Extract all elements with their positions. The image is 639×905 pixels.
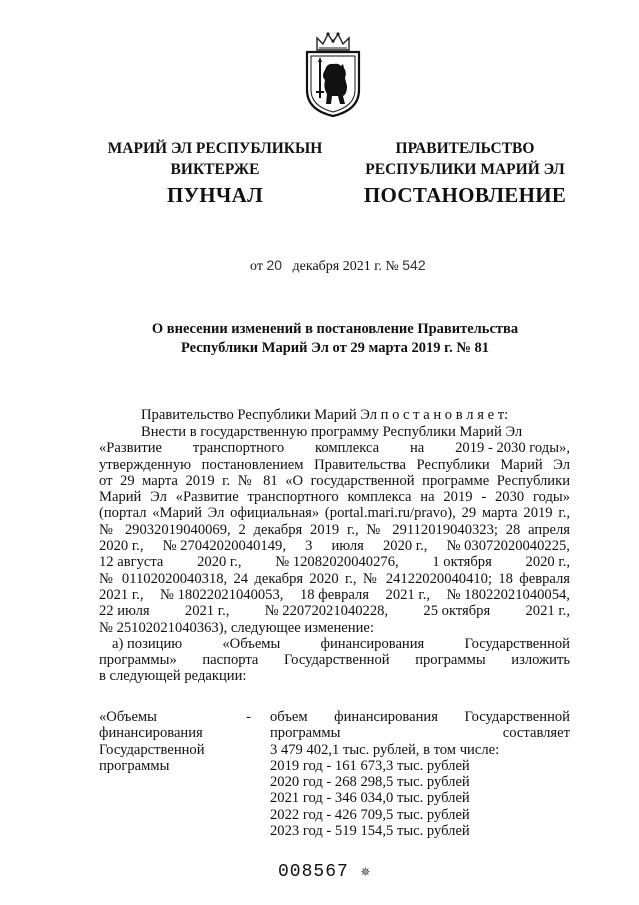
body-line: от 29 марта 2019 г. № 81 «О государственной программе Республики bbox=[99, 472, 570, 489]
table-word: составляет bbox=[502, 725, 570, 742]
date-prefix: от bbox=[250, 259, 263, 274]
table-word: объем bbox=[270, 709, 308, 725]
table-dash: - bbox=[246, 709, 251, 725]
funding-year-row: 2020 год - 268 298,5 тыс. рублей bbox=[270, 774, 470, 791]
body-line: № 25102021040363), следующее изменение: bbox=[99, 619, 374, 636]
body-line: (портал «Марий Эл официальная» (portal.mari.ru/pravo), 29 марта 2019 г., bbox=[99, 505, 570, 522]
body-line bbox=[99, 603, 570, 619]
coat-of-arms-emblem bbox=[303, 30, 363, 118]
body-line: № 29032019040069, 2 декабря 2019 г., № 29112019040323; 28 апреля bbox=[99, 521, 570, 538]
body-line bbox=[99, 587, 570, 603]
body-word: № 12082020040276, bbox=[275, 554, 399, 571]
serial-stamp bbox=[278, 861, 371, 882]
body-word: 3 bbox=[305, 538, 313, 555]
body-word: 12 августа bbox=[99, 554, 164, 571]
document-title bbox=[100, 320, 570, 358]
table-left-line4: программы bbox=[99, 757, 170, 774]
body-word: паспорта bbox=[202, 652, 259, 669]
body-word: 2019 - 2030 годы», bbox=[455, 440, 570, 457]
body-paragraph bbox=[99, 424, 570, 685]
body-word: 2021 г., bbox=[99, 586, 144, 603]
body-word: 2021 г., bbox=[525, 603, 570, 620]
body-word: 25 октября bbox=[423, 603, 491, 620]
date-day: 20 bbox=[266, 257, 283, 273]
body-line: утвержденную постановлением Правительства Республики Марий Эл bbox=[99, 456, 570, 473]
table-word: Государственной bbox=[464, 709, 570, 725]
body-word: № 03072020040225, bbox=[446, 538, 570, 555]
doc-type-right: ПОСТАНОВЛЕНИЕ bbox=[363, 183, 567, 207]
body-word: а) позицию bbox=[112, 635, 183, 652]
document-number: 542 bbox=[402, 257, 426, 273]
serial-number: 008567 bbox=[278, 862, 349, 882]
funding-year-row: 2019 год - 161 673,3 тыс. рублей bbox=[270, 757, 470, 774]
body-word: июля bbox=[331, 538, 364, 555]
funding-year-row: 2022 год - 426 709,5 тыс. рублей bbox=[270, 806, 470, 823]
body-word: 2020 г., bbox=[99, 538, 144, 555]
body-word: программы bbox=[415, 652, 486, 669]
body-word: 2020 г., bbox=[382, 538, 428, 555]
body-word: 18 февраля bbox=[300, 586, 369, 603]
body-line: № 01102020040318, 24 декабря 2020 г., № 24122020040410; 18 февраля bbox=[99, 570, 570, 587]
body-word: 22 июля bbox=[99, 603, 150, 620]
body-line bbox=[99, 440, 570, 456]
body-line bbox=[99, 554, 570, 570]
body-word: «Объемы bbox=[222, 635, 281, 652]
stamp-mark-icon: ✵ bbox=[360, 863, 372, 881]
funding-year-row: 2021 год - 346 034,0 тыс. рублей bbox=[270, 790, 470, 807]
body-word: 2020 г., bbox=[525, 554, 570, 571]
body-word: Государственной bbox=[284, 652, 390, 669]
table-right-line1 bbox=[270, 709, 570, 725]
doc-type-left: ПУНЧАЛ bbox=[166, 183, 264, 207]
body-word: № 22072021040228, bbox=[264, 603, 389, 620]
body-word: № 18022021040054, bbox=[446, 586, 570, 603]
header-left-line2: ВИКТЕРЖЕ bbox=[170, 161, 260, 178]
title-line2: Республики Марий Эл от 29 марта 2019 г. № 81 bbox=[180, 340, 490, 356]
body-line bbox=[99, 652, 570, 668]
body-word: транспортного bbox=[192, 440, 285, 457]
body-word: изложить bbox=[511, 652, 570, 669]
body-word: № 18022021040053, bbox=[160, 586, 284, 603]
body-word: 2021 г., bbox=[184, 603, 230, 620]
header-left-line1: МАРИЙ ЭЛ РЕСПУБЛИКЫН bbox=[107, 140, 323, 157]
table-word: финансирования bbox=[334, 709, 438, 725]
table-total: 3 479 402,1 тыс. рублей, в том числе: bbox=[270, 741, 500, 758]
table-left-cell bbox=[99, 709, 259, 774]
body-word: на bbox=[409, 440, 425, 457]
funding-year-row: 2023 год - 519 154,5 тыс. рублей bbox=[270, 823, 470, 840]
table-right-line2 bbox=[270, 725, 570, 741]
date-month-year: декабря 2021 г. № bbox=[292, 259, 399, 274]
date-line bbox=[250, 257, 426, 275]
body-word: «Развитие bbox=[99, 440, 163, 457]
body-line bbox=[99, 636, 570, 652]
table-left-line3: Государственной bbox=[99, 741, 205, 758]
body-line: Марий Эл «Развитие транспортного комплекса на 2019 - 2030 годы» bbox=[99, 489, 570, 506]
body-word: 2021 г., bbox=[385, 586, 431, 603]
body-line: в следующей редакции: bbox=[99, 668, 247, 685]
body-intro: Правительство Республики Марий Эл п о с т а н о в л я е т: bbox=[141, 407, 509, 423]
body-word: программы» bbox=[99, 652, 177, 669]
title-line1: О внесении изменений в постановление Правительства bbox=[151, 321, 519, 337]
body-word: 2020 г., bbox=[197, 554, 242, 571]
body-word: № 27042020040149, bbox=[162, 538, 286, 555]
header-right-line1: ПРАВИТЕЛЬСТВО bbox=[395, 140, 535, 157]
table-word: программы bbox=[270, 725, 341, 742]
header-right-line2: РЕСПУБЛИКИ МАРИЙ ЭЛ bbox=[365, 161, 565, 178]
table-left-line2: финансирования bbox=[99, 725, 203, 742]
body-word: комплекса bbox=[315, 440, 380, 457]
body-word: Государственной bbox=[464, 635, 570, 652]
body-line: Внести в государственную программу Республики Марий Эл bbox=[141, 424, 523, 440]
table-left-line1: «Объемы bbox=[99, 709, 157, 725]
body-word: 1 октября bbox=[432, 554, 492, 571]
table-right-cell bbox=[270, 709, 570, 839]
table-years-list bbox=[270, 758, 570, 839]
body-word: финансирования bbox=[320, 635, 425, 652]
body-line bbox=[99, 538, 570, 554]
